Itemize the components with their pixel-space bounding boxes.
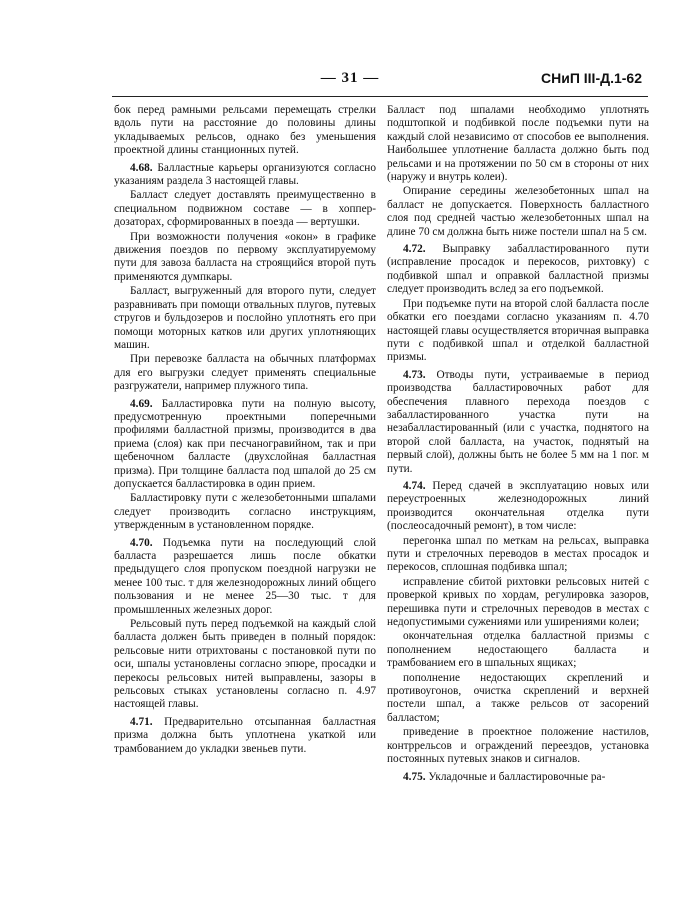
paragraph-text: Балластировка пути на полную высоту, предусмотренную проектными поперечными профилями балластной призмы, производится в два приема (слоя) как при песчаногравийном, так и при щебеночном балласте (двухслойная балластная призма). При толщине балласта под шпалой до 25 см допускается балластировка в один прием.: [114, 397, 376, 490]
left-column: [114, 104, 376, 757]
page-header: [0, 70, 700, 92]
paragraph: [114, 492, 376, 532]
clause-number: 4.70.: [130, 536, 153, 549]
paragraph-text: Перед сдачей в эксплуатацию новых или переустроенных железнодорожных линий производится окончательная отделка пути (послеосадочный ремонт), в том числе:: [387, 479, 649, 533]
paragraph: [387, 535, 649, 575]
paragraph: [114, 353, 376, 393]
paragraph: [114, 231, 376, 285]
paragraph: [114, 618, 376, 712]
paragraph-text: приведение в проектное положение настилов, контррельсов и ограждений переездов, установка постоянных путевых знаков и сигналов.: [387, 726, 649, 766]
paragraph-text: Рельсовый путь перед подъемкой на каждый слой балласта должен быть приведен в полный порядок: рельсовые нити отрихтованы с постановкой пути по оси, шпалы установлены согласно эпюре, просадки и перекосы рельсовых нитей выправлены, зазоры в рельсовых стыках установлены согласно п. 4.97 настоящей главы.: [114, 618, 376, 711]
paragraph-text: Балластировку пути с железобетонными шпалами следует производить согласно инструкциям, утвержденным в установленном порядке.: [114, 492, 376, 532]
paragraph: [387, 672, 649, 726]
paragraph-text: При подъемке пути на второй слой балласта после обкатки его поездами согласно указаниям п. 4.70 настоящей главы осуществляется вторичная выправка пути с подбивкой шпал и отделкой балластной призмы.: [387, 297, 649, 364]
paragraph-text: Отводы пути, устраиваемые в период производства балластировочных работ для обеспечения плавного перехода поездов с забалластированного участка пути на незабалластированный (или с участка, поднятого на второй слой балласта, на участок, поднятый на первый слой), должны быть не более 5 мм на 1 пог. м пути.: [387, 368, 649, 475]
paragraph: [387, 480, 649, 534]
paragraph-text: исправление сбитой рихтовки рельсовых нитей с проверкой кривых по хордам, регулировка зазоров, перешивка пути и стрелочных переводов в местах с недопустимыми сужениями или уширениями колеи;: [387, 575, 649, 629]
paragraph: [387, 630, 649, 670]
clause-number: 4.75.: [403, 770, 426, 783]
paragraph: [387, 104, 649, 184]
paragraph-text: Предварительно отсыпанная балластная призма должна быть уплотнена укаткой или трамбованием до укладки звеньев пути.: [114, 715, 376, 755]
paragraph-text: Выправку забалластированного пути (исправление просадок и перекосов, рихтовку) с подбивкой шпал и оправкой балластной призмы следует производить вслед за его подъемкой.: [387, 243, 649, 296]
paragraph: [387, 369, 649, 476]
paragraph: [387, 771, 649, 784]
paragraph: [114, 104, 376, 158]
right-column: [387, 104, 649, 785]
clause-number: 4.69.: [130, 397, 153, 410]
paragraph-text: пополнение недостающих скреплений и противоугонов, очистка скреплений и верхней постели шпал, а также рельсов от засорений балластом;: [387, 671, 649, 724]
clause-number: 4.72.: [403, 243, 426, 256]
document-code: СНиП III-Д.1-62: [541, 70, 642, 86]
paragraph: [387, 576, 649, 630]
paragraph: [387, 298, 649, 365]
paragraph: [114, 285, 376, 352]
paragraph: [114, 537, 376, 617]
clause-number: 4.74.: [403, 479, 426, 492]
paragraph-text: Балласт следует доставлять преимущественно в специальном подвижном составе — в хоппер-дозаторах, сформированных в поезда — вертушки.: [114, 189, 376, 229]
clause-number: 4.68.: [130, 161, 153, 174]
paragraph: [114, 162, 376, 189]
paragraph: [387, 185, 649, 239]
paragraph-text: Опирание середины железобетонных шпал на балласт не допускается. Поверхность балластного слоя под средней частью железобетонных шпал на длине 70 см должна быть ниже постели шпал на 5 см.: [387, 185, 649, 238]
clause-number: 4.73.: [403, 368, 426, 381]
paragraph-text: При возможности получения «окон» в графике движения поездов по первому эксплуатируемому пути для завоза балласта на строящийся второй путь применяются думпкары.: [114, 230, 376, 283]
paragraph-text: При перевозке балласта на обычных платформах для его выгрузки следует применять специальные разгружатели, например плужного типа.: [114, 353, 376, 393]
paragraph-text: Балластные карьеры организуются согласно указаниям раздела 3 настоящей главы.: [114, 161, 376, 188]
paragraph: [387, 726, 649, 766]
clause-number: 4.71.: [130, 715, 153, 728]
header-rule: [112, 96, 648, 97]
page-number: — 31 —: [320, 70, 380, 86]
paragraph-text: Балласт под шпалами необходимо уплотнять подштопкой и подбивкой после подъемки пути на каждый слой независимо от способов ее выполнения. Наибольшее уплотнение балласта должно быть под рельсами и на протяжении по 50 см в стороны от них (наружу и внутрь колеи).: [387, 104, 649, 184]
paragraph: [387, 243, 649, 297]
paragraph-text: перегонка шпал по меткам на рельсах, выправка пути и стрелочных переводов в местах просадок и перекосов, сплошная подбивка шпал;: [387, 534, 649, 574]
paragraph-text: Подъемка пути на последующий слой балласта разрешается лишь после обкатки предыдущего слоя пропуском поездной нагрузки не менее 100 тыс. т для железнодорожных линий общего пользования и не менее 25—30 тыс. т для промышленных железных дорог.: [114, 536, 376, 616]
paragraph-text: окончательная отделка балластной призмы с пополнением недостающего балласта и трамбованием его в шпальных ящиках;: [387, 630, 649, 670]
paragraph: [114, 189, 376, 229]
paragraph-text: Балласт, выгруженный для второго пути, следует разравнивать при помощи отвальных плугов, путевых стругов и бульдозеров и послойно уплотнять его при помощи моторных катков или других уплотняющих машин.: [114, 285, 376, 351]
paragraph: [114, 716, 376, 756]
paragraph: [114, 398, 376, 492]
paragraph-text: Укладочные и балластировочные ра-: [425, 770, 606, 783]
paragraph-text: бок перед рамными рельсами перемещать стрелки вдоль пути на расстояние до половины длины укладываемых рельсов, однако без уменьшения проектной длины станционных путей.: [114, 104, 376, 157]
